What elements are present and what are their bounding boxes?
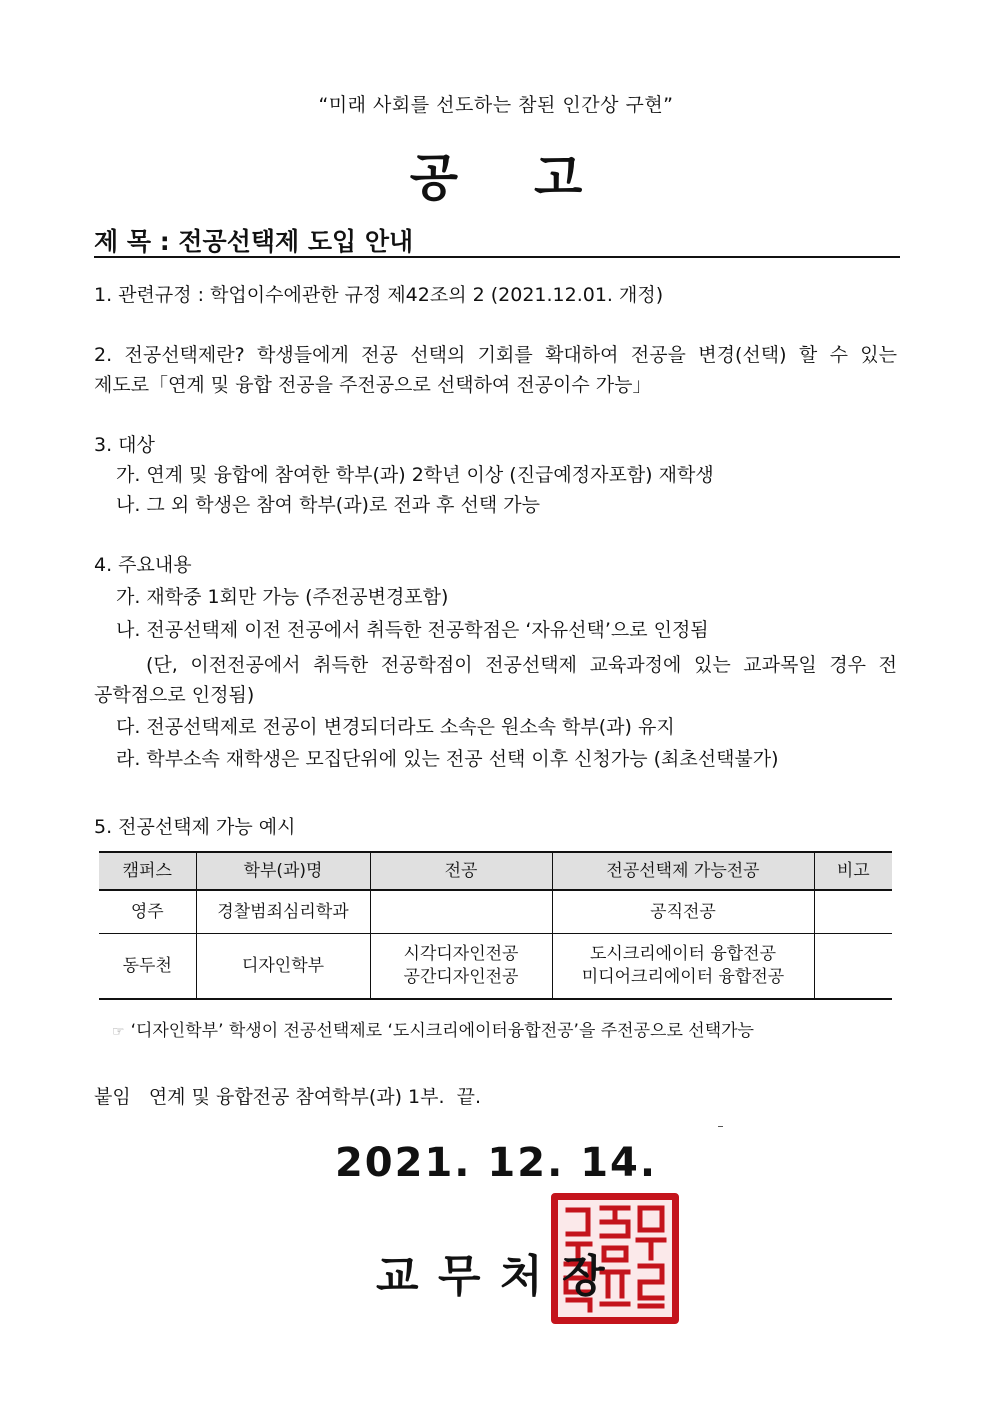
item-definition-line2: 제도로「연계 및 융합 전공을 주전공으로 선택하여 전공이수 가능」	[94, 374, 652, 396]
col-remarks: 비고	[814, 852, 892, 890]
table-row	[99, 890, 892, 934]
item-contents: 4. 주요내용	[94, 554, 192, 576]
pointing-hand-icon: ☞	[112, 1024, 125, 1040]
cell-department: 디자인학부	[196, 934, 370, 1000]
cell-campus: 영주	[99, 890, 196, 934]
heading-char: 공	[409, 149, 458, 207]
item-definition-line1: 2. 전공선택제란? 학생들에게 전공 선택의 기회를 확대하여 전공을 변경(선택) 할 수 있는	[94, 344, 897, 366]
item-contents-a: 가. 재학중 1회만 가능 (주전공변경포함)	[116, 586, 449, 608]
cell-major	[370, 890, 552, 934]
item-target-a: 가. 연계 및 융합에 참여한 학부(과) 2학년 이상 (진급예정자포함) 재학생	[116, 464, 714, 486]
item-contents-c: 다. 전공선택제로 전공이 변경되더라도 소속은 원소속 학부(과) 유지	[116, 716, 675, 738]
issue-date: 2021. 12. 14.	[334, 1140, 658, 1186]
item-target-b: 나. 그 외 학생은 참여 학부(과)로 전과 후 선택 가능	[116, 494, 540, 516]
signer-char: 교	[376, 1251, 419, 1302]
item-target: 3. 대상	[94, 434, 155, 456]
signer-title	[376, 1240, 624, 1304]
signer-char: 무	[438, 1251, 481, 1302]
item-contents-d: 라. 학부소속 재학생은 모집단위에 있는 전공 선택 이후 신청가능 (최초선택불가)	[116, 748, 779, 770]
attachment-line: 붙임 연계 및 융합전공 참여학부(과) 1부. 끝.	[94, 1086, 482, 1108]
item-examples: 5. 전공선택제 가능 예시	[94, 816, 296, 838]
notice-heading	[0, 138, 992, 210]
stray-mark	[718, 1126, 723, 1127]
col-major: 전공	[370, 852, 552, 890]
table-row	[99, 934, 892, 1000]
cell-department: 경찰범죄심리학과	[196, 890, 370, 934]
item-contents-b-note-line2: 공학점으로 인정됨)	[94, 684, 255, 706]
cell-available-major: 도시크리에이터 융합전공 미디어크리에이터 융합전공	[552, 934, 814, 1000]
signer-char: 장	[562, 1251, 605, 1302]
item-contents-b: 나. 전공선택제 이전 전공에서 취득한 전공학점은 ‘자유선택’으로 인정됨	[116, 619, 709, 641]
col-available-major: 전공선택제 가능전공	[552, 852, 814, 890]
table-header-row	[99, 852, 892, 890]
item-contents-b-note-line1: (단, 이전전공에서 취득한 전공학점이 전공선택제 교육과정에 있는 교과목일 경우 전	[146, 654, 897, 676]
cell-major: 시각디자인전공 공간디자인전공	[370, 934, 552, 1000]
col-department: 학부(과)명	[196, 852, 370, 890]
subject-underline	[94, 256, 900, 258]
examples-table	[99, 851, 892, 1000]
cell-remarks	[814, 890, 892, 934]
table-note-text: ‘디자인학부’ 학생이 전공선택제로 ‘도시크리에이터융합전공’을 주전공으로 선택가능	[130, 1021, 754, 1041]
table-note	[112, 1016, 754, 1041]
cell-campus: 동두천	[99, 934, 196, 1000]
heading-char: 고	[534, 149, 583, 207]
item-regulation: 1. 관련규정 : 학업이수에관한 규정 제42조의 2 (2021.12.01. 개정)	[94, 284, 664, 306]
cell-available-major: 공직전공	[552, 890, 814, 934]
col-campus: 캠퍼스	[99, 852, 196, 890]
subject-line: 제 목 : 전공선택제 도입 안내	[94, 227, 414, 256]
motto: “미래 사회를 선도하는 참된 인간상 구현”	[318, 94, 674, 116]
signer-char: 처	[500, 1251, 543, 1302]
cell-remarks	[814, 934, 892, 1000]
